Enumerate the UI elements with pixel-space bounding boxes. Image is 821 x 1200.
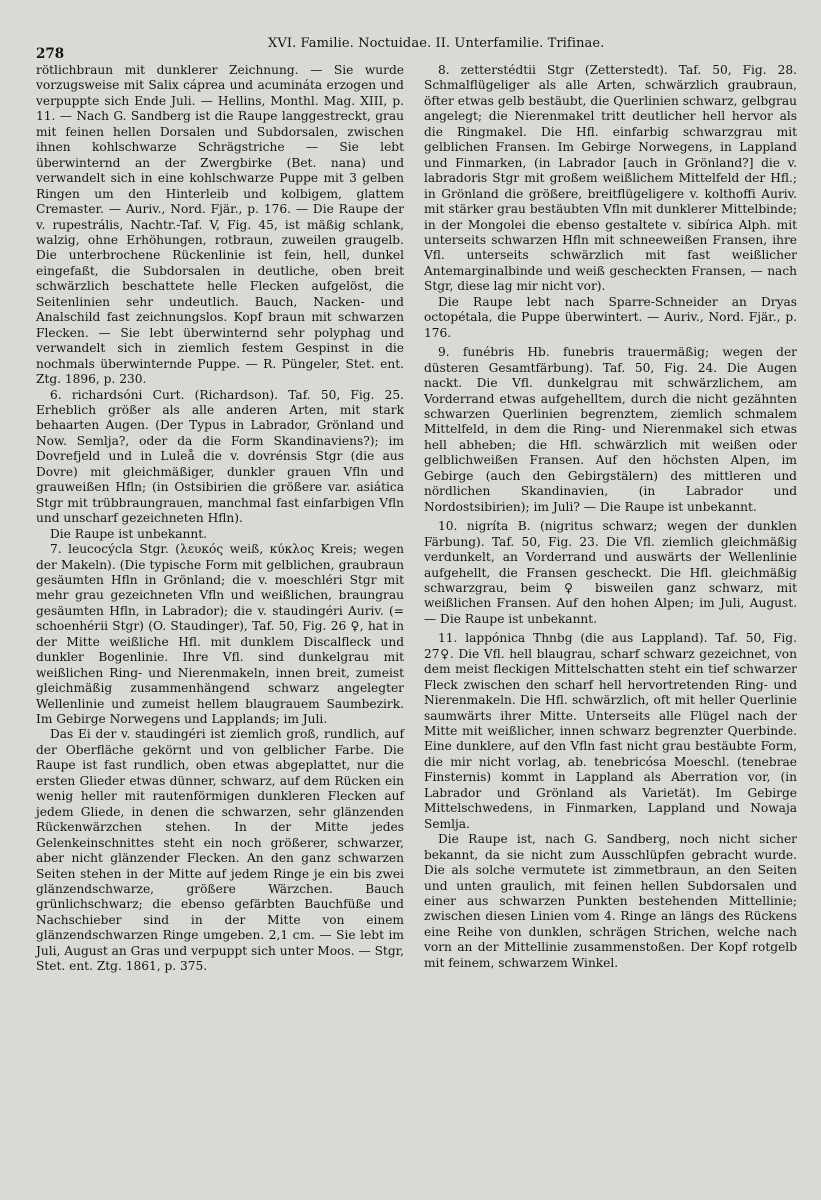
paragraph-lapponica-larva: Die Raupe ist, nach G. Sandberg, noch nicht sicher bekannt, da sie nicht zum Ausschlüpfen gebracht wurde. Die als solche vermutete ist zimmetbraun, an den Seiten und unten graulich, mit feinen hellen Subdorsalen und einer aus schwarzen Punkten bestehenden Mittellinie; zwischen diesen Linien vom 4. Ringe an längs des Rückens eine Reihe von dunklen, schrägen Strichen, welche nach vorn an der Mittellinie zusammenstoßen. Der Kopf rotgelb mit feinem, schwarzem Winkel. [424, 832, 797, 970]
paragraph-funebris: 9. funébris Hb. funebris trauermäßig; wegen der düsteren Gesamtfärbung). Taf. 50, Fig. 24. Die Augen nackt. Die Vfl. dunkelgrau mit schwärzlichem, am Vorderrand etwas aufgehelltem, durch die nicht gezähnten schwarzen Querlinien begrenztem, ziemlich schmalem Mittelfeld, in dem die Ring- und Nierenmakel sich etwas hell abheben; die Hfl. schwärzlich mit weißen oder gelblichweißen Fransen. Auf den höchsten Alpen, im Gebirge (auch den Gebirgstälern) des mittleren und nördlichen Skandinavien, (in Labrador und Nordostsibirien); im Juli? — Die Raupe ist unbekannt. [424, 345, 797, 514]
paragraph-lapponica: 11. lappónica Thnbg (die aus Lappland). Taf. 50, Fig. 27♀. Die Vfl. hell blaugrau, scharf schwarz gezeichnet, von dem meist fleckigen Mittelschatten steht ein tief schwarzer Fleck zwischen den scharf hell hervortretenden Ring- und Nierenmakeln. Die Hfl. schwärzlich, oft mit heller Querlinie saumwärts ihrer Mitte. Unterseits alle Flügel nach der Mitte mit weißlicher, innen schwarz begrenzter Querbinde. Eine dunklere, auf den Vfln fast nicht grau bestäubte Form, die mir nicht vorlag, ab. tenebricósa Moeschl. (tenebrae Finsternis) kommt in Lappland als Aberration vor, (in Labrador und Grönland als Varietät). Im Gebirge Mittelschwedens, in Finmarken, Lappland und Nowaja Semlja. [424, 631, 797, 831]
paragraph-richardsoni-larva: Die Raupe ist unbekannt. [50, 526, 207, 541]
left-column [36, 63, 404, 975]
right-column [424, 63, 797, 975]
paragraph-zetterstedtii-larva: Die Raupe lebt nach Sparre-Schneider an Dryas octopétala, die Puppe überwintert. — Auriv., Nord. Fjär., p. 176. [424, 294, 797, 340]
paragraph-richardsoni: 6. richardsóni Curt. (Richardson). Taf. 50, Fig. 25. Erheblich größer als alle anderen Arten, mit stark behaarten Augen. (Der Typus in Labrador, Grönland und Now. Semlja?, oder da die Form Skandinaviens?); im Dovrefjeld und in Luleå die v. dovrénsis Stgr (die aus Dovre) mit gleichmäßiger, dunkler grauen Vfln und grauweißen Hfln; (in Ostsibirien die größere var. asiática Stgr mit trübbraungrauen, manchmal fast einfarbigen Vfln und unscharf gezeichneten Hfln). [36, 387, 404, 526]
page-number: 278 [36, 46, 65, 62]
running-head: XVI. Familie. Noctuidae. II. Unterfamilie. Trifinae. [268, 36, 605, 51]
paragraph-nigrita: 10. nigríta B. (nigritus schwarz; wegen der dunklen Färbung). Taf. 50, Fig. 23. Die Vfl. ziemlich gleichmäßig verdunkelt, an Vorderrand und auswärts der Wellenlinie aufgehellt, die Fransen gescheckt. Die Hfl. gleichmäßig schwarzgrau, beim ♀ bisweilen ganz schwarz, mit weißlichen Fransen. Auf den hohen Alpen; im Juli, August. — Die Raupe ist unbekannt. [424, 519, 797, 626]
paragraph-leucocycla: 7. leucocýcla Stgr. (λευκός weiß, κύκλος Kreis; wegen der Makeln). (Die typische Form mit gelblichen, graubraun gesäumten Hfln in Grönland; die v. moeschléri Stgr mit mehr grau gezeichneten Vfln und weißlichen, braungrau gesäumten Hfln, in Labrador); die v. staudingéri Auriv. (= schoenhérii Stgr) (O. Staudinger), Taf. 50, Fig. 26 ♀, hat in der Mitte weißliche Hfl. mit dunklem Discalfleck und dunkler Bogenlinie. Ihre Vfl. sind dunkelgrau mit weißlichen Ring- und Nierenmakeln, innen breit, zumeist gleichmäßig zusammenhängend schwarz angelegter Wellenlinie und zumeist hellem blaugrauem Saumbezirk. Im Gebirge Norwegens und Lapplands; im Juli. [36, 542, 404, 727]
paragraph-staudingeri-egg-larva: Das Ei der v. staudingéri ist ziemlich groß, rundlich, auf der Oberfläche gekörnt und von gelblicher Farbe. Die Raupe ist fast rundlich, oben etwas abgeplattet, nur die ersten Glieder etwas dünner, schwarz, auf dem Rücken ein wenig heller mit rautenförmigen dunkleren Flecken auf jedem Gliede, in denen die schwarzen, sehr glänzenden Rückenwärzchen stehen. In der Mitte jedes Gelenkeinschnittes steht ein noch größerer, schwarzer, aber nicht glänzender Flecken. An den ganz schwarzen Seiten stehen in der Mitte auf jedem Ringe je ein bis zwei glänzendschwarze, größere Wärzchen. Bauch grünlichschwarz; die ebenso gefärbten Bauchfüße und Nachschieber sind in der Mitte von einem glänzendschwarzen Ringe umgeben. 2,1 cm. — Sie lebt im Juli, August an Gras und verpuppt sich unter Moos. — Stgr, Stet. ent. Ztg. 1861, p. 375. [36, 727, 404, 974]
paragraph-zetterstedtii: 8. zetterstédtii Stgr (Zetterstedt). Taf. 50, Fig. 28. Schmalflügeliger als alle Arten, schwärzlich graubraun, öfter etwas gelb bestäubt, die Querlinien schwarz, gelbgrau angelegt; die Nierenmakel tritt deutlicher hell hervor als die Ringmakel. Die Hfl. einfarbig schwarzgrau mit gelblichen Fransen. Im Gebirge Norwegens, in Lappland und Finmarken, (in Labrador [auch in Grönland?] die v. labradoris Stgr mit großem weißlichem Mittelfeld der Hfl.; in Grönland die größere, breitflügeligere v. kolthoffi Auriv. mit stärker grau bestäubten Vfln mit dunklerer Mittelbinde; in der Mongolei die ebenso gestaltete v. sibírica Alph. mit unterseits schwarzen Hfln mit schneeweißen Fransen, ihre Vfl. unterseits schwärzlich mit fast weißlicher Antemarginalbinde und weiß gescheckten Fransen, — nach Stgr, diese lag mir nicht vor). [424, 63, 797, 294]
text-columns [36, 63, 797, 975]
paragraph-rupestralis-larva: rötlichbraun mit dunklerer Zeichnung. — Sie wurde vorzugsweise mit Salix cáprea und acumináta erzogen und verpuppte sich Ende Juli. — Hellins, Monthl. Mag. XIII, p. 11. — Nach G. Sandberg ist die Raupe langgestreckt, grau mit feinen hellen Dorsalen und Subdorsalen, zwischen ihnen kohlschwarze Schrägstriche — Sie lebt überwinternd an der Zwergbirke (Bet. nana) und verwandelt sich in eine kohlschwarze Puppe mit 3 gelben Ringen um den Hinterleib und kolbigem, glattem Cremaster. — Auriv., Nord. Fjär., p. 176. — Die Raupe der v. rupestrális, Nachtr.-Taf. V, Fig. 45, ist mäßig schlank, walzig, ohne Erhöhungen, rotbraun, zuweilen graugelb. Die unterbrochene Rückenlinie ist fein, hell, dunkel eingefaßt, die Subdorsalen in deutliche, oben breit schwärzlich beschattete helle Flecken aufgelöst, die Seitenlinien sehr undeutlich. Bauch, Nacken- und Analschild fast zeichnungslos. Kopf braun mit schwarzen Flecken. — Sie lebt überwinternd sehr polyphag und verwandelt sich in ziemlich festem Gespinst in die nochmals überwinternde Puppe. — R. Püngeler, Stet. ent. Ztg. 1896, p. 230. [36, 63, 404, 387]
page-header [36, 30, 797, 60]
